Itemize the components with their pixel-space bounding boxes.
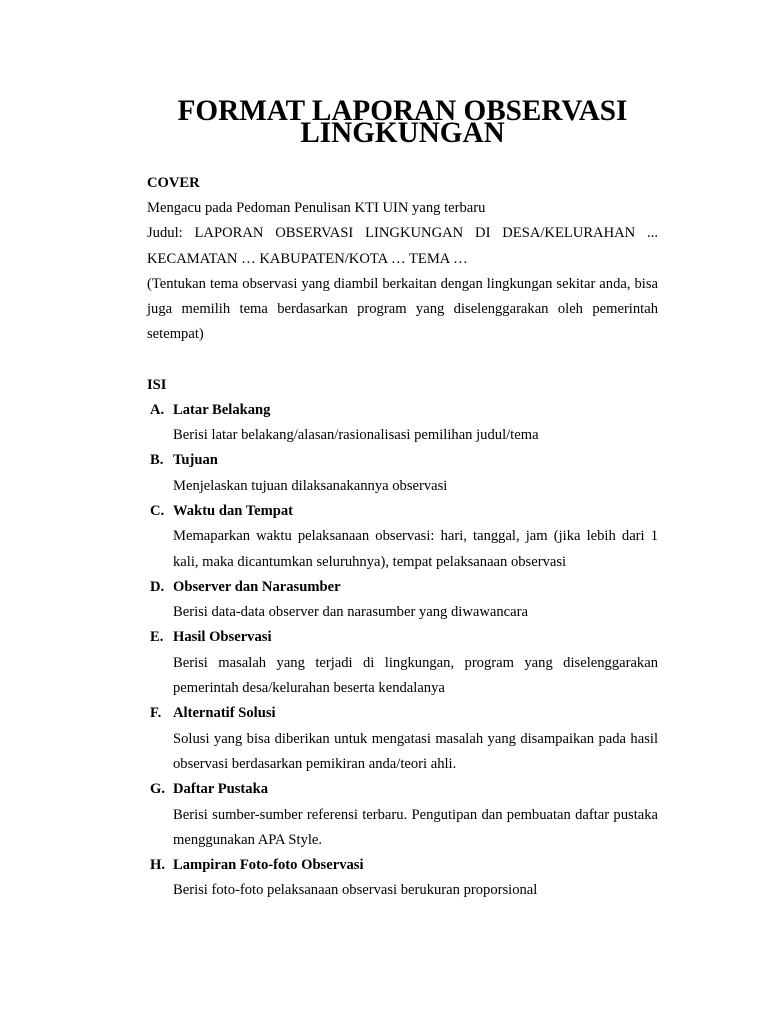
isi-list: [147, 398, 658, 904]
cover-judul-line-1: Judul: LAPORAN OBSERVASI LINGKUNGAN DI DESA/KELURAHAN ...: [147, 225, 658, 242]
list-item: [147, 575, 658, 626]
cover-reference-line: Mengacu pada Pedoman Penulisan KTI UIN yang terbaru: [147, 200, 486, 216]
isi-section: [147, 373, 658, 904]
item-description: Solusi yang bisa diberikan untuk mengatasi masalah yang disampaikan pada hasil observasi berdasarkan pemikiran anda/teori ahli.: [173, 730, 658, 772]
item-letter: D.: [150, 578, 165, 595]
document-page: [147, 95, 658, 904]
cover-section: [147, 171, 658, 348]
item-description: Memaparkan waktu pelaksanaan observasi: hari, tanggal, jam (jika lebih dari 1 kali, maka dicantumkan seluruhnya), tempat pelaksanaan observasi: [173, 528, 658, 570]
item-letter: C.: [150, 502, 165, 519]
item-title: Tujuan: [173, 452, 218, 469]
item-description: Berisi masalah yang terjadi di lingkungan, program yang diselenggarakan pemerintah desa/kelurahan beserta kendalanya: [173, 654, 658, 697]
item-description: Berisi data-data observer dan narasumber yang diwawancara: [173, 604, 528, 621]
item-letter: E.: [150, 629, 164, 646]
section-spacer: [147, 348, 658, 373]
item-description: Berisi latar belakang/alasan/rasionalisasi pemilihan judul/tema: [173, 427, 539, 444]
item-title: Daftar Pustaka: [173, 781, 268, 798]
list-item: [147, 777, 658, 853]
item-letter: G.: [150, 781, 165, 798]
list-item: [147, 398, 658, 449]
item-title: Observer dan Narasumber: [173, 578, 341, 595]
item-title: Waktu dan Tempat: [173, 502, 294, 519]
item-letter: B.: [150, 452, 164, 469]
list-item: [147, 853, 658, 904]
list-item: [147, 448, 658, 499]
list-item: [147, 701, 658, 777]
document-title: FORMAT LAPORAN OBSERVASI LINGKUNGAN: [177, 95, 628, 149]
item-letter: A.: [150, 401, 165, 418]
cover-judul-line-2: KECAMATAN … KABUPATEN/KOTA … TEMA …: [147, 250, 468, 267]
item-description: Berisi foto-foto pelaksanaan observasi berukuran proporsional: [173, 882, 538, 899]
item-title: Hasil Observasi: [173, 629, 272, 646]
item-letter: H.: [150, 857, 165, 874]
isi-heading: ISI: [147, 376, 167, 393]
cover-heading: COVER: [147, 175, 200, 191]
list-item: [147, 499, 658, 575]
list-item: [147, 625, 658, 701]
cover-judul: [147, 221, 658, 272]
item-title: Alternatif Solusi: [173, 705, 276, 722]
cover-note: (Tentukan tema observasi yang diambil berkaitan dengan lingkungan sekitar anda, bisa juga memilih tema berdasarkan program yang diselenggarakan oleh pemerintah setempat): [147, 275, 658, 343]
item-title: Latar Belakang: [173, 401, 271, 418]
item-description: Berisi sumber-sumber referensi terbaru. Pengutipan dan pembuatan daftar pustaka menggunakan APA Style.: [173, 806, 658, 848]
item-letter: F.: [150, 705, 162, 722]
item-title: Lampiran Foto-foto Observasi: [173, 857, 364, 874]
item-description: Menjelaskan tujuan dilaksanakannya observasi: [173, 477, 448, 494]
